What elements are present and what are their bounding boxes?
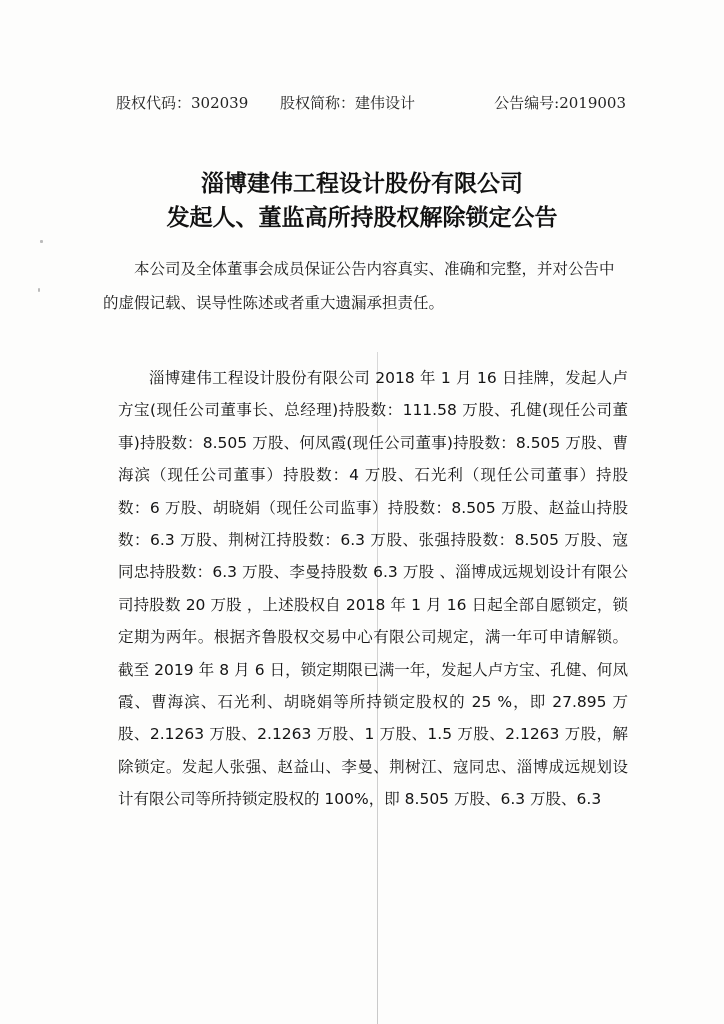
stock-code: 股权代码：302039 (116, 94, 249, 112)
body-paragraph: 淄博建伟工程设计股份有限公司 2018 年 1 月 16 日挂牌，发起人卢方宝(现任公司董事长、总经理)持股数：111.58 万股、孔健(现任公司董事)持股数：8.505 万股、何凤霞(现任公司董事)持股数：8.505 万股、曹海滨（现任公司董事）持股数：4 万股、石光利（现任公司董事）持股数：6 万股、胡晓娟（现任公司监事）持股数：8.505 万股、赵益山持股数：6.3 万股、荆树江持股数：6.3 万股、张强持股数：8.505 万股、寇同忠持股数：6.3 万股、李曼持股数 6.3 万股 、淄博成远规划设计有限公司持股数 20 万股 ，上述股权自 2018 年 1 月 16 日起全部自愿锁定，锁定期为两年。根据齐鲁股权交易中心有限公司规定，满一年可申请解锁。截至 2019 年 8 月 6 日，锁定期限已满一年，发起人卢方宝、孔健、何凤霞、曹海滨、石光利、胡晓娟等所持锁定股权的 25 %，即 27.895 万股、2.1263 万股、2.1263 万股、1 万股、1.5 万股、2.1263 万股，解除锁定。发起人张强、赵益山、李曼、荆树江、寇同忠、淄博成远规划设计有限公司等所持锁定股权的 100%，即 8.505 万股、6.3 万股、6.3 (118, 369, 628, 809)
company-title: 淄博建伟工程设计股份有限公司 (201, 171, 523, 197)
stock-abbreviation: 股权简称：建伟设计 (280, 94, 416, 112)
announcement-title: 发起人、董监高所持股权解除锁定公告 (166, 205, 558, 231)
statement-text: 本公司及全体董事会成员保证公告内容真实、准确和完整，并对公告中的虚假记载、误导性陈述或者重大遗漏承担责任。 (103, 260, 615, 312)
board-statement (103, 252, 623, 320)
scan-speck (38, 288, 40, 292)
announcement-header (116, 92, 626, 114)
announcement-body (118, 362, 628, 816)
scan-speck (40, 240, 43, 243)
notice-number: 公告编号:2019003 (494, 94, 626, 112)
